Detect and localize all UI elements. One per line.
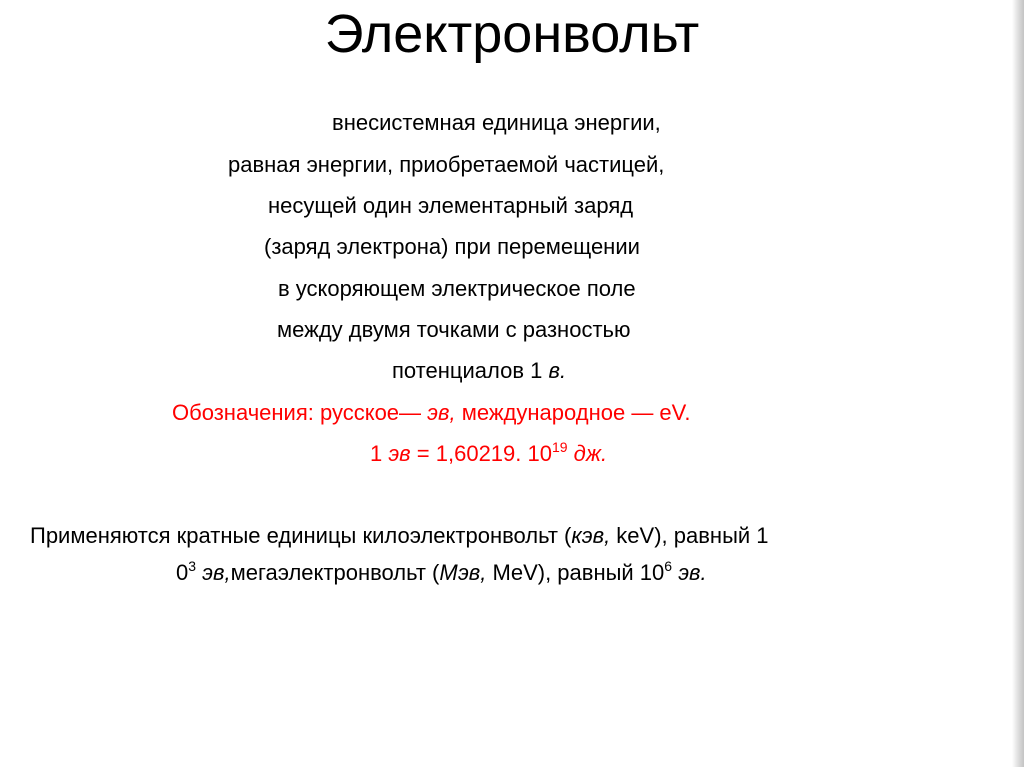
multiples-text-4: мегаэлектронвольт (: [230, 560, 440, 585]
conversion-value: = 1,60219. 10: [410, 441, 552, 466]
definition-line-6: между двумя точками с разностью: [277, 317, 631, 342]
definition-line-3: несущей один элементарный заряд: [268, 193, 634, 218]
definition-line-4: (заряд электрона) при перемещении: [264, 234, 640, 259]
definition-line-5: в ускоряющем электрическое поле: [278, 276, 636, 301]
multiples-text-3: 0: [176, 560, 189, 585]
notation-prefix: Обозначения: русское—: [172, 400, 428, 425]
multiples-line-2: [176, 560, 707, 586]
multiples-line-1: [30, 523, 769, 549]
volt-unit: в.: [548, 358, 567, 383]
ev-unit-1: эв,: [196, 560, 231, 585]
definition-line-1: внесистемная единица энергии,: [332, 110, 661, 135]
multiples-text-1: Применяются кратные единицы килоэлектронвольт (: [30, 523, 572, 548]
definition-line-2: равная энергии, приобретаемой частицей,: [228, 152, 665, 177]
slide-title: Электронвольт: [324, 4, 700, 64]
notation-russian: эв,: [427, 400, 456, 425]
multiples-text-5: MeV), равный 10: [486, 560, 665, 585]
kev-russian: кэв,: [571, 523, 611, 548]
conversion-joule-unit: дж.: [573, 441, 608, 466]
ev-unit-2: эв.: [672, 560, 707, 585]
conversion-ev-unit: эв: [388, 441, 411, 466]
mev-russian: Мэв,: [439, 560, 487, 585]
conversion-line: [370, 441, 607, 467]
exponent-6: 6: [664, 558, 673, 574]
conversion-exponent: 19: [551, 439, 568, 455]
multiples-text-2: keV), равный 1: [610, 523, 769, 548]
definition-line-7: [392, 358, 566, 384]
notation-line: [172, 400, 690, 426]
conversion-left: 1: [370, 441, 389, 466]
definition-line-7-text: потенциалов 1: [392, 358, 549, 383]
exponent-3: 3: [188, 558, 197, 574]
notation-international: международное — eV.: [455, 400, 691, 425]
slide-edge-shadow: [1012, 0, 1024, 767]
